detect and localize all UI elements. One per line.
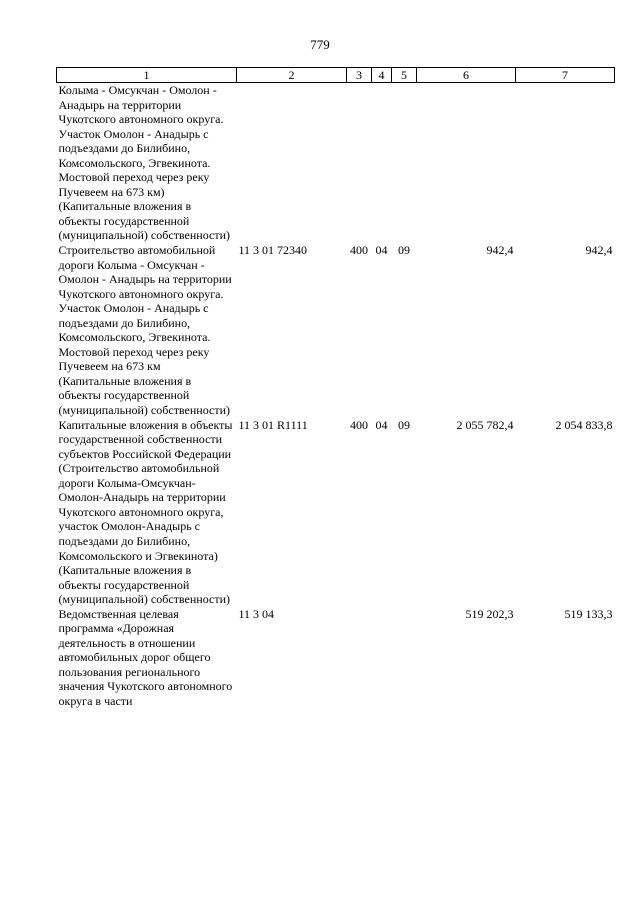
row-amount-6: 2 055 782,4 <box>456 417 514 432</box>
table-row <box>57 243 615 418</box>
row-subsection: 09 <box>398 243 410 258</box>
row-name: Ведомственная целевая программа «Дорожная деятельность в отношении автомобильных дорог общего пользования регионального значения Чукотского автономного округа в части <box>58 606 233 708</box>
row-section: 04 <box>375 417 388 432</box>
column-header: 4 <box>372 68 392 83</box>
row-expense-type <box>347 607 372 709</box>
row-code <box>237 83 347 244</box>
page-number: 779 <box>310 37 330 52</box>
row-expense-type: 400 <box>350 243 368 258</box>
row-section: 04 <box>375 243 388 258</box>
column-header: 5 <box>392 68 417 83</box>
row-amount-7: 2 054 833,8 <box>555 417 613 432</box>
row-subsection <box>392 607 417 709</box>
header-row <box>57 68 615 83</box>
table-row <box>57 607 615 709</box>
table-row <box>57 418 615 607</box>
row-amount-6: 519 202,3 <box>465 606 514 621</box>
row-subsection <box>392 83 417 244</box>
column-header: 6 <box>417 68 516 83</box>
column-header: 7 <box>516 68 615 83</box>
row-name: Колыма - Омсукчан - Омолон - Анадырь на территории Чукотского автономного округа. Участок Омолон - Анадырь с подъездами до Билибино, Комсомольского, Эгвекинота. Мостовой переход через реку Пучевеем на 673 км) (Капитальные вложения в объекты государственной (муниципальной) собственности) <box>58 83 230 243</box>
table-row <box>57 83 615 244</box>
row-code: 11 3 04 <box>238 606 275 621</box>
row-code: 11 3 01 R1111 <box>238 417 308 432</box>
row-expense-type <box>347 83 372 244</box>
column-header: 2 <box>237 68 347 83</box>
budget-table <box>56 67 615 709</box>
row-amount-7: 519 133,3 <box>564 606 613 621</box>
row-subsection: 09 <box>398 417 410 432</box>
row-expense-type: 400 <box>350 417 368 432</box>
row-amount-7 <box>516 83 615 244</box>
row-code: 11 3 01 72340 <box>238 243 308 258</box>
row-name: Капитальные вложения в объекты государственной собственности субъектов Российской Федерации (Строительство автомобильной дороги Колыма-Омсукчан-Омолон-Анадырь на территории Чукотского автономного округа, участок Омолон-Анадырь с подъездами до Билибино, Комсомольского и Эгвекинота) (Капитальные вложения в объекты государственной (муниципальной) собственности) <box>58 417 233 607</box>
row-amount-7: 942,4 <box>585 243 613 258</box>
row-amount-6: 942,4 <box>486 243 514 258</box>
column-header: 3 <box>347 68 372 83</box>
row-section <box>372 83 392 244</box>
column-header: 1 <box>57 68 237 83</box>
row-section <box>372 607 392 709</box>
row-name: Строительство автомобильной дороги Колыма - Омсукчан - Омолон - Анадырь на территории Чукотского автономного округа. Участок Омолон - Анадырь с подъездами до Билибино, Комсомольского, Эгвекинота. Мостовой переход через реку Пучевеем на 673 км (Капитальные вложения в объекты государственной (муниципальной) собственности) <box>58 243 232 418</box>
row-amount-6 <box>417 83 516 244</box>
